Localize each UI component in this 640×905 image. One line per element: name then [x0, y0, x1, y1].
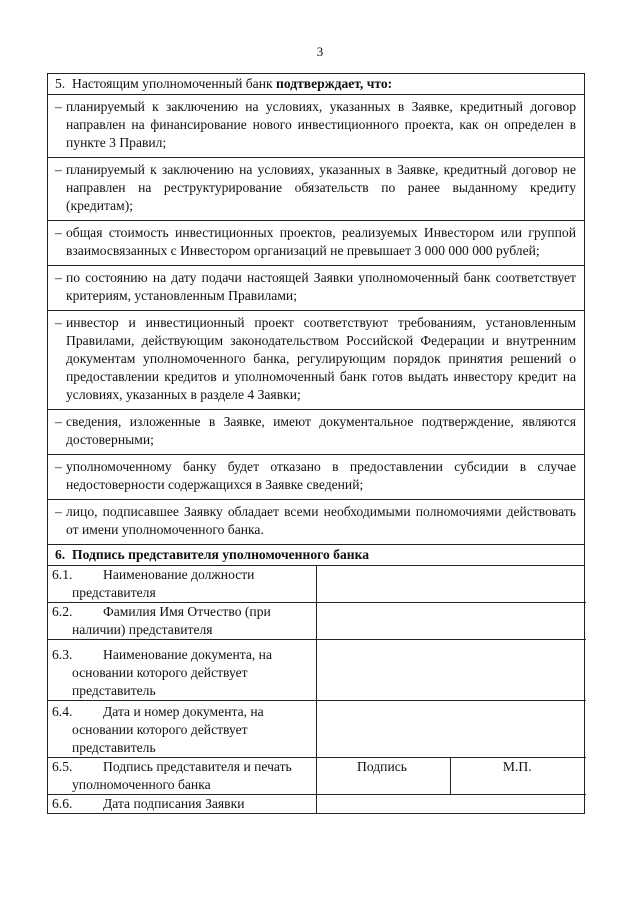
- row-label: 6.4. Дата и номер документа, на основании которого действует представитель: [48, 701, 316, 758]
- signature-table: [48, 566, 586, 813]
- row-label: 6.3. Наименование документа, на основании которого действует представитель: [48, 640, 316, 701]
- table-row: [48, 701, 586, 758]
- row-label: 6.5. Подпись представителя и печать уполномоченного банка: [48, 758, 316, 795]
- section-5-header: [48, 74, 584, 95]
- representative-name-field[interactable]: [316, 603, 586, 640]
- confirmation-item: – лицо, подписавшее Заявку обладает всеми необходимыми полномочиями действовать от имени уполномоченного банка.: [48, 500, 584, 545]
- section-5-title-bold: подтверждает, что:: [275, 76, 393, 91]
- section-6-number: 6.: [55, 547, 66, 562]
- confirmation-item: – инвестор и инвестиционный проект соответствуют требованиям, установленным Правилами, действующим законодательством Российской Федерации и внутренним документам уполномоченного банка, регулирующим порядок принятия решений о предоставлении кредитов и уполномоченный банк готов выдать инвестору кредит на условиях, указанных в разделе 4 Заявки;: [48, 311, 584, 410]
- confirmation-item: – по состоянию на дату подачи настоящей Заявки уполномоченный банк соответствует критериям, установленным Правилами;: [48, 266, 584, 311]
- confirmation-item: – планируемый к заключению на условиях, указанных в Заявке, кредитный договор не направлен на реструктурирование обязательств по ранее выданному кредиту (кредитам);: [48, 158, 584, 221]
- authority-document-date-number-field[interactable]: [316, 701, 586, 758]
- stamp-label: М.П.: [502, 759, 532, 774]
- section-6-header: [48, 545, 584, 566]
- table-row: [48, 795, 586, 814]
- representative-position-field[interactable]: [316, 566, 586, 603]
- table-row: [48, 640, 586, 701]
- table-row: [48, 566, 586, 603]
- signature-field[interactable]: [316, 758, 450, 795]
- confirmation-item: – сведения, изложенные в Заявке, имеют документальное подтверждение, являются достоверными;: [48, 410, 584, 455]
- table-row: [48, 758, 586, 795]
- application-form-page: [47, 73, 585, 814]
- confirmation-item: – общая стоимость инвестиционных проектов, реализуемых Инвестором или группой взаимосвязанных с Инвестором организаций не превышает 3 000 000 000 рублей;: [48, 221, 584, 266]
- page-number: 3: [316, 44, 324, 59]
- signing-date-field[interactable]: [316, 795, 586, 814]
- table-row: [48, 603, 586, 640]
- row-label: 6.2. Фамилия Имя Отчество (при наличии) представителя: [48, 603, 316, 640]
- section-5-number: 5.: [55, 76, 66, 91]
- authority-document-name-field[interactable]: [316, 640, 586, 701]
- stamp-field[interactable]: [450, 758, 586, 795]
- row-label: 6.1. Наименование должности представителя: [48, 566, 316, 603]
- confirmation-item: – планируемый к заключению на условиях, указанных в Заявке, кредитный договор направлен на финансирование нового инвестиционного проекта, как он определен в пункте 3 Правил;: [48, 95, 584, 158]
- signature-label: Подпись: [357, 759, 407, 774]
- row-label: 6.6. Дата подписания Заявки: [48, 795, 316, 814]
- section-5-title: Настоящим уполномоченный банк: [72, 76, 273, 91]
- confirmation-item: – уполномоченному банку будет отказано в предоставлении субсидии в случае недостоверности содержащихся в Заявке сведений;: [48, 455, 584, 500]
- section-6-title: Подпись представителя уполномоченного банка: [72, 547, 370, 562]
